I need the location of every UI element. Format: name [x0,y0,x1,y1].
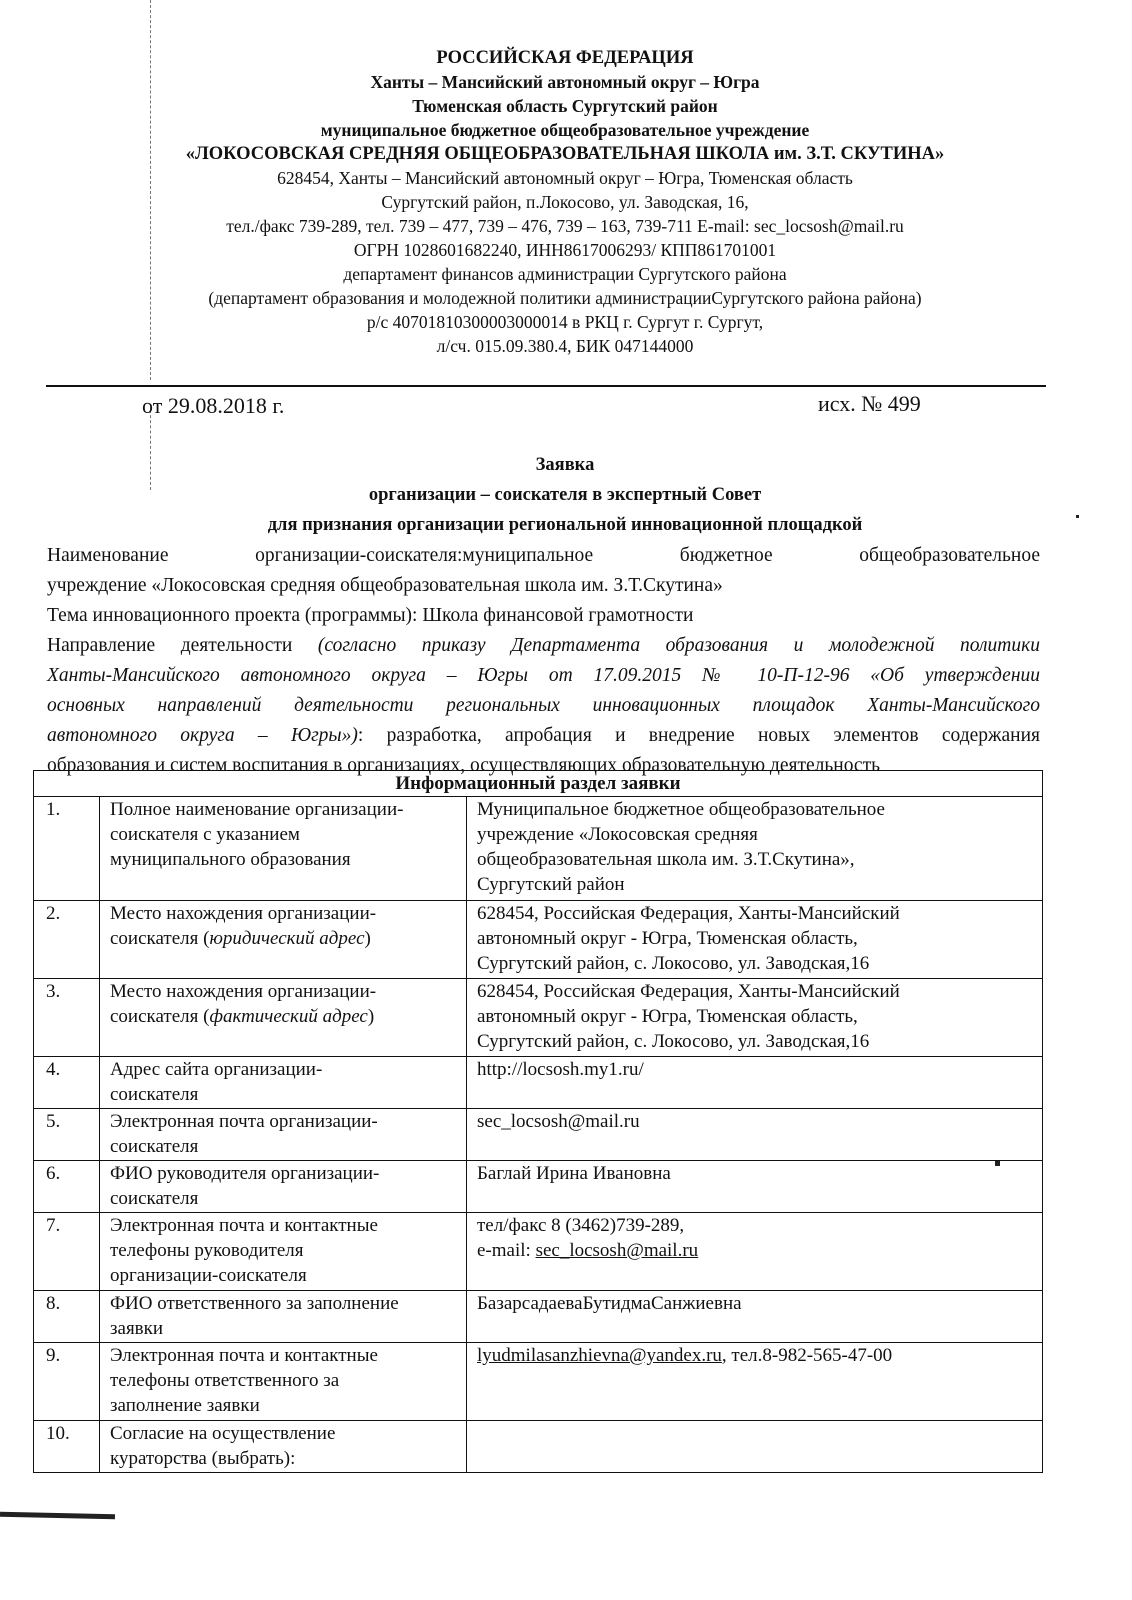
row-value-line: общеобразовательная школа им. З.Т.Скутина», [477,849,855,870]
row-label [100,797,467,901]
row-label-line: кураторства (выбрать): [110,1448,296,1469]
row-label [100,1057,467,1109]
row-label [100,1291,467,1343]
row-label [100,1109,467,1161]
outgoing-number: исх. № 499 [818,391,921,416]
row-value-line: БазарсадаеваБутидмаСанжиевна [477,1293,742,1314]
institution-type: муниципальное бюджетное общеобразовательное учреждение [320,120,810,140]
org-name-line-1: Наименование организации-соискателя:муниципальное бюджетное общеобразовательное [47,545,1040,566]
row-label-line: соискателя (юридический адрес) [110,928,371,949]
table-row [34,1421,1043,1473]
row-value-line: автономный округ - Югра, Тюменская область, [477,1006,858,1027]
direction-text: : разработка, апробация и внедрение новых элементов содержания [357,725,1040,746]
bik-line: л/сч. 015.09.380.4, БИК 047144000 [436,336,694,356]
direction-line-2 [47,661,1040,691]
address-line-2: Сургутский район, п.Локосово, ул. Заводская, 16, [381,192,749,212]
scan-smudge [0,1512,115,1519]
project-topic: Тема инновационного проекта (программы): Школа финансовой грамотности [47,605,694,626]
row-label-line: телефоны ответственного за [110,1370,340,1391]
row-label-line: ФИО ответственного за заполнение [110,1293,399,1314]
row-label-line: Место нахождения организации- [110,903,377,924]
row-value-line: тел/факс 8 (3462)739-289, [477,1215,685,1236]
row-label-line: телефоны руководителя [110,1240,304,1261]
phones-line: тел./факс 739-289, тел. 739 – 477, 739 – 476, 739 – 163, 739-711 E-mail: sec_locsosh@mail.ru [226,216,904,236]
row-label-line: соискателя [110,1084,199,1105]
title-line-2: организации – соискателя в экспертный Совет [368,485,762,505]
row-value [467,1057,1043,1109]
row-value [467,1343,1043,1421]
row-value-line: Баглай Ирина Ивановна [477,1163,671,1184]
row-value-line: 628454, Российская Федерация, Ханты-Мансийский [477,903,900,924]
row-label-line: Электронная почта и контактные [110,1345,378,1366]
direction-label: Направление деятельности [47,635,318,656]
table-row [34,901,1043,979]
district-name: Тюменская область Сургутский район [412,96,718,116]
table-row [34,1213,1043,1291]
table-caption: Информационный раздел заявки [34,771,1043,797]
row-value-line: sec_locsosh@mail.ru [477,1111,640,1132]
document-title [40,450,1090,540]
table-row [34,797,1043,901]
document-date: от 29.08.2018 г. [142,393,285,418]
region-name: Ханты – Мансийский автономный округ – Югра [370,72,760,92]
row-value [467,979,1043,1057]
table-row [34,1291,1043,1343]
row-number: 10. [34,1421,100,1473]
row-label [100,979,467,1057]
row-label-line: соискателя (фактический адрес) [110,1006,375,1027]
direction-line-4 [47,721,1040,751]
table-caption-row [34,771,1043,797]
row-label-line: заполнение заявки [110,1395,260,1416]
row-label-line: соискателя [110,1136,199,1157]
row-value-line: Сургутский район, с. Локосово, ул. Заводская,16 [477,953,870,974]
row-label [100,1343,467,1421]
row-number: 6. [34,1161,100,1213]
row-number: 4. [34,1057,100,1109]
row-label-line: Электронная почта и контактные [110,1215,378,1236]
direction-order-ref-3: основных направлений деятельности региональных инновационных площадок Ханты-Мансийского [47,695,1040,716]
direction-order-ref-4: автономного округа – Югры») [47,725,358,746]
department-line-2: (департамент образования и молодежной политики администрацииСургутского района района) [208,288,922,308]
row-label [100,1213,467,1291]
row-label-line: соискателя [110,1188,199,1209]
email-link[interactable]: sec_locsosh@mail.ru [535,1240,699,1261]
header-divider [46,385,1046,387]
row-label-line: муниципального образования [110,849,351,870]
title-line-1: Заявка [535,455,595,475]
row-label-line: Адрес сайта организации- [110,1059,323,1080]
row-value-line: http://locsosh.my1.ru/ [477,1059,644,1080]
row-label-line: Согласие на осуществление [110,1423,336,1444]
school-name: «ЛОКОСОВСКАЯ СРЕДНЯЯ ОБЩЕОБРАЗОВАТЕЛЬНАЯ ШКОЛА им. З.Т. СКУТИНА» [185,144,945,164]
row-value-line: автономный округ - Югра, Тюменская область, [477,928,858,949]
department-line: департамент финансов администрации Сургутского района [343,264,787,284]
direction-line-5: образования и систем воспитания в организациях, осуществляющих образовательную деятельность [47,755,880,776]
info-table [33,770,1043,1473]
row-value [467,1213,1043,1291]
row-value-line: 628454, Российская Федерация, Ханты-Мансийский [477,981,900,1002]
row-label [100,1421,467,1473]
row-value-line: Муниципальное бюджетное общеобразовательное [477,799,885,820]
table-row [34,1109,1043,1161]
row-value-line: Сургутский район [477,874,625,895]
row-label [100,1161,467,1213]
row-label [100,901,467,979]
application-body [47,541,1040,781]
row-value-line: Сургутский район, с. Локосово, ул. Заводская,16 [477,1031,870,1052]
address-line-1: 628454, Ханты – Мансийский автономный округ – Югра, Тюменская область [277,168,853,188]
row-label-line: ФИО руководителя организации- [110,1163,380,1184]
row-value-line: lyudmilasanzhievna@yandex.ru, тел.8-982-565-47-00 [477,1345,893,1366]
table-row [34,1161,1043,1213]
row-value-line: учреждение «Локосовская средняя [477,824,758,845]
direction-order-ref-2: Ханты-Мансийского автономного округа – Югры от 17.09.2015 № 10-П-12-96 «Об утверждении [47,665,1040,686]
row-label-line: Полное наименование организации- [110,799,404,820]
row-label-line: Электронная почта организации- [110,1111,378,1132]
row-number: 9. [34,1343,100,1421]
row-value [467,1161,1043,1213]
table-row [34,979,1043,1057]
account-line: р/с 40701810300003000014 в РКЦ г. Сургут г. Сургут, [366,312,764,332]
row-number: 3. [34,979,100,1057]
ogrn-line: ОГРН 1028601682240, ИНН8617006293/ КПП861701001 [353,240,777,260]
direction-line-3 [47,691,1040,721]
direction-order-ref: (согласно приказу Департамента образования и молодежной политики [317,635,1040,656]
row-number: 8. [34,1291,100,1343]
title-line-3: для признания организации региональной инновационной площадкой [267,515,863,535]
row-value [467,797,1043,901]
row-value-line: e-mail: sec_locsosh@mail.ru [477,1240,699,1261]
email-link[interactable]: lyudmilasanzhievna@yandex.ru [477,1345,722,1366]
row-value [467,1109,1043,1161]
table-row [34,1057,1043,1109]
table-row [34,1343,1043,1421]
row-label-line: соискателя с указанием [110,824,300,845]
row-number: 1. [34,797,100,901]
country-name: РОССИЙСКАЯ ФЕДЕРАЦИЯ [436,48,694,68]
row-number: 2. [34,901,100,979]
row-number: 7. [34,1213,100,1291]
letterhead [40,46,1090,358]
row-label-line: организации-соискателя [110,1265,307,1286]
row-value [467,1291,1043,1343]
row-label-line: Место нахождения организации- [110,981,377,1002]
row-value [467,901,1043,979]
row-number: 5. [34,1109,100,1161]
direction-line-1 [47,631,1040,661]
row-value [467,1421,1043,1473]
row-label-line: заявки [110,1318,164,1339]
org-name-line-2: учреждение «Локосовская средняя общеобразовательная школа им. З.Т.Скутина» [47,575,723,596]
